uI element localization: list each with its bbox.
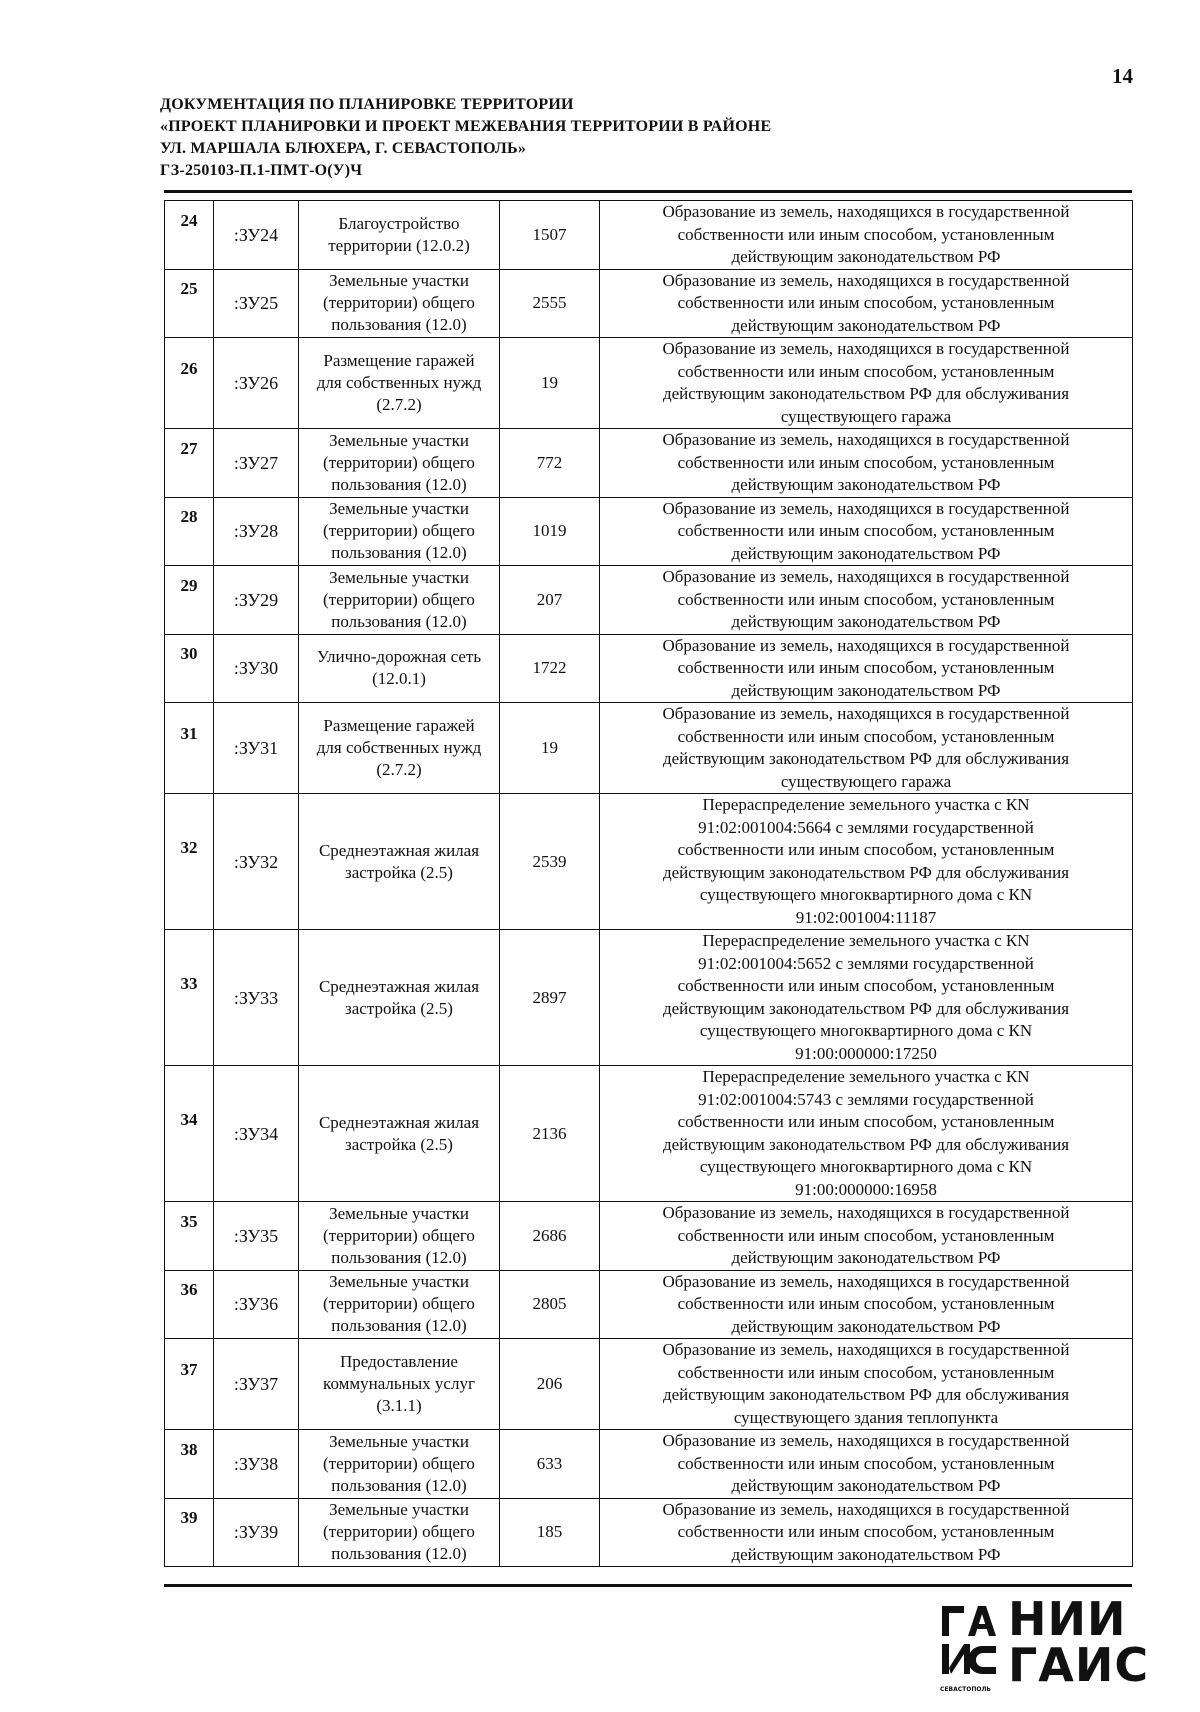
table-row <box>165 201 1133 270</box>
formation-method-line: собственности или иным способом, установленным <box>677 293 1055 312</box>
plot-code: :ЗУ28 <box>214 497 299 566</box>
table-row <box>165 634 1133 703</box>
plot-code: :ЗУ35 <box>214 1202 299 1271</box>
permitted-use-line: пользования (12.0) <box>331 543 467 563</box>
row-number-text: 34 <box>180 1109 198 1129</box>
formation-method-line: собственности или иным способом, установленным <box>677 1225 1055 1245</box>
header-line-1: ДОКУМЕНТАЦИЯ ПО ПЛАНИРОВКЕ ТЕРРИТОРИИ <box>160 96 574 113</box>
logo-caption: СЕВАСТОПОЛЬ <box>940 1686 991 1693</box>
header-rule <box>164 190 1132 193</box>
permitted-use <box>299 338 500 429</box>
row-number-text: 26 <box>180 359 198 378</box>
permitted-use <box>299 1270 500 1339</box>
formation-method <box>600 338 1133 429</box>
header-line-4: ГЗ-250103-П.1-ПМТ-О(У)Ч <box>160 162 363 179</box>
formation-method-line: 91:00:000000:17250 <box>795 1043 937 1063</box>
table-row <box>165 1270 1133 1339</box>
header-line-2: «ПРОЕКТ ПЛАНИРОВКИ И ПРОЕКТ МЕЖЕВАНИЯ ТЕРРИТОРИИ В РАЙОНЕ <box>160 118 772 135</box>
formation-method-line: собственности или иным способом, установленным <box>677 1112 1055 1131</box>
formation-method-line: существующего здания теплопункта <box>733 1407 999 1427</box>
plot-area: 772 <box>500 429 600 498</box>
table-row <box>165 1498 1133 1567</box>
logo-text-nii: НИИ <box>1008 1592 1127 1646</box>
formation-method <box>600 1066 1133 1202</box>
permitted-use-line: Земельные участки <box>329 1203 469 1223</box>
row-number-text: 38 <box>180 1439 198 1459</box>
formation-method-line: существующего многоквартирного дома с КN <box>699 1157 1033 1176</box>
formation-method-line: Образование из земель, находящихся в государственной <box>662 498 1070 518</box>
formation-method <box>600 703 1133 794</box>
formation-method-line: Перераспределение земельного участка с КN <box>702 795 1030 814</box>
formation-method-line: Перераспределение земельного участка с КN <box>702 931 1030 950</box>
plot-area: 1019 <box>500 497 600 566</box>
table-body <box>165 201 1133 1567</box>
formation-method-line: действующим законодательством РФ для обслуживания <box>662 998 1070 1018</box>
formation-method-line: собственности или иным способом, установленным <box>677 726 1055 746</box>
row-number <box>165 1066 214 1202</box>
permitted-use-line: для собственных нужд <box>316 738 482 757</box>
formation-method-line: существующего многоквартирного дома с КN <box>699 1021 1033 1040</box>
permitted-use-line: пользования (12.0) <box>331 1544 467 1564</box>
permitted-use-line: Среднеэтажная жилая <box>318 840 480 860</box>
table-row <box>165 930 1133 1066</box>
permitted-use-line: застройка (2.5) <box>345 862 453 882</box>
permitted-use <box>299 930 500 1066</box>
row-number <box>165 201 214 270</box>
permitted-use <box>299 1066 500 1202</box>
permitted-use <box>299 201 500 270</box>
plot-area: 1722 <box>500 634 600 703</box>
formation-method-line: собственности или иным способом, установленным <box>677 589 1055 609</box>
formation-method <box>600 497 1133 566</box>
formation-method-line: Образование из земель, находящихся в государственной <box>662 1203 1070 1222</box>
formation-method-line: действующим законодательством РФ <box>731 1248 1001 1267</box>
plot-area: 19 <box>500 338 600 429</box>
permitted-use-line: (территории) общего <box>323 1453 475 1473</box>
row-number <box>165 566 214 635</box>
formation-method <box>600 269 1133 338</box>
row-number-text: 25 <box>180 279 198 299</box>
row-number <box>165 1498 214 1567</box>
plot-area: 2555 <box>500 269 600 338</box>
row-number-text: 36 <box>180 1280 198 1300</box>
row-number <box>165 930 214 1066</box>
plot-area: 1507 <box>500 201 600 270</box>
nii-gais-logo <box>940 1590 1150 1702</box>
formation-method-line: Образование из земель, находящихся в государственной <box>662 1271 1070 1291</box>
row-number-text: 29 <box>180 575 198 595</box>
formation-method-line: собственности или иным способом, установленным <box>677 976 1055 995</box>
table-row <box>165 429 1133 498</box>
formation-method-line: 91:02:001004:11187 <box>795 907 937 927</box>
formation-method-line: собственности или иным способом, установленным <box>677 840 1055 859</box>
permitted-use-line: пользования (12.0) <box>331 611 467 631</box>
row-number <box>165 794 214 930</box>
row-number <box>165 429 214 498</box>
plot-code: :ЗУ31 <box>214 703 299 794</box>
formation-method-line: действующим законодательством РФ для обслуживания <box>662 384 1070 403</box>
formation-method-line: 91:02:001004:5743 с землями государственной <box>698 1089 1034 1109</box>
formation-method <box>600 794 1133 930</box>
formation-method <box>600 1202 1133 1271</box>
permitted-use-line: Среднеэтажная жилая <box>318 1112 480 1132</box>
formation-method-line: Образование из земель, находящихся в государственной <box>662 704 1070 723</box>
plot-code: :ЗУ34 <box>214 1066 299 1202</box>
plot-code: :ЗУ29 <box>214 566 299 635</box>
formation-method-line: существующего многоквартирного дома с КN <box>699 885 1033 904</box>
formation-method <box>600 930 1133 1066</box>
row-number <box>165 703 214 794</box>
permitted-use-line: пользования (12.0) <box>331 474 467 494</box>
row-number <box>165 1339 214 1430</box>
permitted-use-line: Земельные участки <box>329 271 469 291</box>
formation-method-line: действующим законодательством РФ <box>731 1316 1001 1336</box>
permitted-use-line: для собственных нужд <box>316 373 482 392</box>
formation-method-line: Образование из земель, находящихся в государственной <box>662 270 1070 290</box>
permitted-use-line: Земельные участки <box>329 567 469 587</box>
permitted-use-line: (территории) общего <box>323 1522 475 1542</box>
plot-code: :ЗУ24 <box>214 201 299 270</box>
formation-method-line: собственности или иным способом, установленным <box>677 1294 1055 1313</box>
permitted-use-line: Земельные участки <box>329 430 469 450</box>
formation-method-line: Образование из земель, находящихся в государственной <box>662 1499 1070 1519</box>
plot-code: :ЗУ27 <box>214 429 299 498</box>
permitted-use-line: пользования (12.0) <box>331 1316 467 1336</box>
land-plots-table <box>164 200 1133 1567</box>
row-number-text: 33 <box>180 973 198 993</box>
permitted-use-line: пользования (12.0) <box>331 1475 467 1495</box>
row-number-text: 32 <box>180 837 198 857</box>
plot-code: :ЗУ32 <box>214 794 299 930</box>
formation-method-line: Перераспределение земельного участка с КN <box>702 1067 1030 1086</box>
formation-method <box>600 1270 1133 1339</box>
plot-area: 2136 <box>500 1066 600 1202</box>
table-row <box>165 566 1133 635</box>
permitted-use <box>299 703 500 794</box>
permitted-use-line: пользования (12.0) <box>331 315 467 335</box>
permitted-use-line: (территории) общего <box>323 293 475 313</box>
plot-area: 185 <box>500 1498 600 1567</box>
permitted-use-line: коммунальных услуг <box>323 1374 475 1393</box>
permitted-use-line: Земельные участки <box>329 1500 469 1520</box>
row-number-text: 30 <box>180 644 198 664</box>
permitted-use-line: Благоустройство <box>338 213 460 233</box>
row-number <box>165 1430 214 1499</box>
permitted-use-line: территории (12.0.2) <box>328 235 470 255</box>
row-number-text: 24 <box>180 210 198 230</box>
table-row <box>165 1339 1133 1430</box>
permitted-use-line: Размещение гаражей <box>323 716 475 735</box>
formation-method-line: Образование из земель, находящихся в государственной <box>662 339 1070 358</box>
permitted-use-line: (12.0.1) <box>372 669 426 689</box>
table-row <box>165 703 1133 794</box>
plot-area: 633 <box>500 1430 600 1499</box>
plot-code: :ЗУ36 <box>214 1270 299 1339</box>
formation-method <box>600 1498 1133 1567</box>
table-row <box>165 338 1133 429</box>
permitted-use-line: Предоставление <box>340 1352 458 1371</box>
plot-code: :ЗУ26 <box>214 338 299 429</box>
row-number <box>165 1202 214 1271</box>
document-header <box>160 94 1120 182</box>
permitted-use-line: (территории) общего <box>323 589 475 609</box>
formation-method-line: существующего гаража <box>780 406 952 426</box>
plot-code: :ЗУ30 <box>214 634 299 703</box>
table-row <box>165 794 1133 930</box>
table-row <box>165 269 1133 338</box>
formation-method-line: собственности или иным способом, установленным <box>677 521 1055 540</box>
formation-method <box>600 1430 1133 1499</box>
plot-area: 207 <box>500 566 600 635</box>
row-number-text: 31 <box>180 724 198 743</box>
formation-method-line: Образование из земель, находящихся в государственной <box>662 202 1070 221</box>
formation-method-line: действующим законодательством РФ <box>731 1476 1001 1495</box>
row-number <box>165 497 214 566</box>
header-line-3: УЛ. МАРШАЛА БЛЮХЕРА, Г. СЕВАСТОПОЛЬ» <box>160 140 527 157</box>
formation-method-line: собственности или иным способом, установленным <box>677 361 1055 381</box>
permitted-use-line: (2.7.2) <box>376 395 422 414</box>
permitted-use-line: Улично-дорожная сеть <box>316 647 482 667</box>
formation-method-line: действующим законодательством РФ для обслуживания <box>662 749 1070 768</box>
formation-method-line: 91:02:001004:5664 с землями государственной <box>698 817 1034 837</box>
formation-method-line: собственности или иным способом, установленным <box>677 1453 1055 1473</box>
permitted-use <box>299 1339 500 1430</box>
permitted-use <box>299 1430 500 1499</box>
formation-method-line: собственности или иным способом, установленным <box>677 1362 1055 1382</box>
permitted-use-line: (2.7.2) <box>376 760 422 779</box>
permitted-use-line: (территории) общего <box>323 452 475 472</box>
formation-method-line: собственности или иным способом, установленным <box>677 1522 1055 1541</box>
formation-method-line: действующим законодательством РФ <box>731 543 1001 563</box>
formation-method-line: Образование из земель, находящихся в государственной <box>662 567 1070 586</box>
formation-method-line: действующим законодательством РФ <box>731 680 1001 700</box>
plot-area: 2897 <box>500 930 600 1066</box>
plot-area: 2539 <box>500 794 600 930</box>
row-number-text: 27 <box>180 438 198 458</box>
plot-code: :ЗУ25 <box>214 269 299 338</box>
formation-method <box>600 201 1133 270</box>
formation-method-line: собственности или иным способом, установленным <box>677 224 1055 244</box>
plot-code: :ЗУ37 <box>214 1339 299 1430</box>
permitted-use-line: пользования (12.0) <box>331 1247 467 1267</box>
formation-method-line: собственности или иным способом, установленным <box>677 658 1055 677</box>
permitted-use-line: Среднеэтажная жилая <box>318 976 480 996</box>
formation-method <box>600 634 1133 703</box>
permitted-use-line: (территории) общего <box>323 521 475 541</box>
permitted-use <box>299 429 500 498</box>
permitted-use-line: (территории) общего <box>323 1225 475 1245</box>
table-row <box>165 1430 1133 1499</box>
formation-method-line: Образование из земель, находящихся в государственной <box>662 1431 1070 1450</box>
row-number-text: 37 <box>180 1360 198 1379</box>
formation-method-line: действующим законодательством РФ <box>731 247 1001 266</box>
formation-method-line: существующего гаража <box>780 771 952 791</box>
footer-rule <box>164 1584 1132 1587</box>
permitted-use-line: застройка (2.5) <box>345 1134 453 1154</box>
permitted-use <box>299 1202 500 1271</box>
plot-code: :ЗУ33 <box>214 930 299 1066</box>
formation-method-line: действующим законодательством РФ для обслуживания <box>662 862 1070 882</box>
row-number-text: 35 <box>180 1211 198 1231</box>
table-row <box>165 1066 1133 1202</box>
plot-code: :ЗУ38 <box>214 1430 299 1499</box>
table-row <box>165 497 1133 566</box>
logo-text-gais: ГАИС <box>1008 1638 1150 1692</box>
permitted-use-line: Земельные участки <box>329 1272 469 1292</box>
gais-mark-icon <box>940 1602 1000 1682</box>
plot-area: 19 <box>500 703 600 794</box>
formation-method <box>600 429 1133 498</box>
permitted-use <box>299 794 500 930</box>
row-number-text: 28 <box>180 507 198 527</box>
plot-area: 2805 <box>500 1270 600 1339</box>
formation-method-line: 91:00:000000:16958 <box>795 1179 937 1199</box>
formation-method <box>600 1339 1133 1430</box>
permitted-use-line: (территории) общего <box>323 1294 475 1314</box>
permitted-use <box>299 1498 500 1567</box>
formation-method-line: действующим законодательством РФ <box>731 315 1001 335</box>
row-number <box>165 1270 214 1339</box>
permitted-use-line: (3.1.1) <box>376 1396 422 1415</box>
plot-code: :ЗУ39 <box>214 1498 299 1567</box>
permitted-use <box>299 269 500 338</box>
formation-method-line: действующим законодательством РФ для обслуживания <box>662 1385 1070 1404</box>
row-number <box>165 338 214 429</box>
plot-area: 206 <box>500 1339 600 1430</box>
plot-area: 2686 <box>500 1202 600 1271</box>
page-number: 14 <box>1112 64 1133 88</box>
formation-method <box>600 566 1133 635</box>
formation-method-line: действующим законодательством РФ <box>731 475 1001 494</box>
formation-method-line: действующим законодательством РФ <box>731 1544 1001 1564</box>
table-row <box>165 1202 1133 1271</box>
formation-method-line: собственности или иным способом, установленным <box>677 452 1055 472</box>
row-number <box>165 269 214 338</box>
permitted-use-line: Земельные участки <box>329 499 469 519</box>
permitted-use <box>299 634 500 703</box>
permitted-use-line: застройка (2.5) <box>345 998 453 1018</box>
permitted-use-line: Земельные участки <box>329 1431 469 1451</box>
row-number-text: 39 <box>180 1508 198 1528</box>
permitted-use <box>299 497 500 566</box>
formation-method-line: Образование из земель, находящихся в государственной <box>662 635 1070 655</box>
formation-method-line: действующим законодательством РФ для обслуживания <box>662 1134 1070 1154</box>
permitted-use-line: Размещение гаражей <box>323 351 475 370</box>
formation-method-line: действующим законодательством РФ <box>731 612 1001 631</box>
formation-method-line: Образование из земель, находящихся в государственной <box>662 430 1070 449</box>
formation-method-line: Образование из земель, находящихся в государственной <box>662 1340 1070 1359</box>
formation-method-line: 91:02:001004:5652 с землями государственной <box>698 953 1034 973</box>
permitted-use <box>299 566 500 635</box>
row-number <box>165 634 214 703</box>
